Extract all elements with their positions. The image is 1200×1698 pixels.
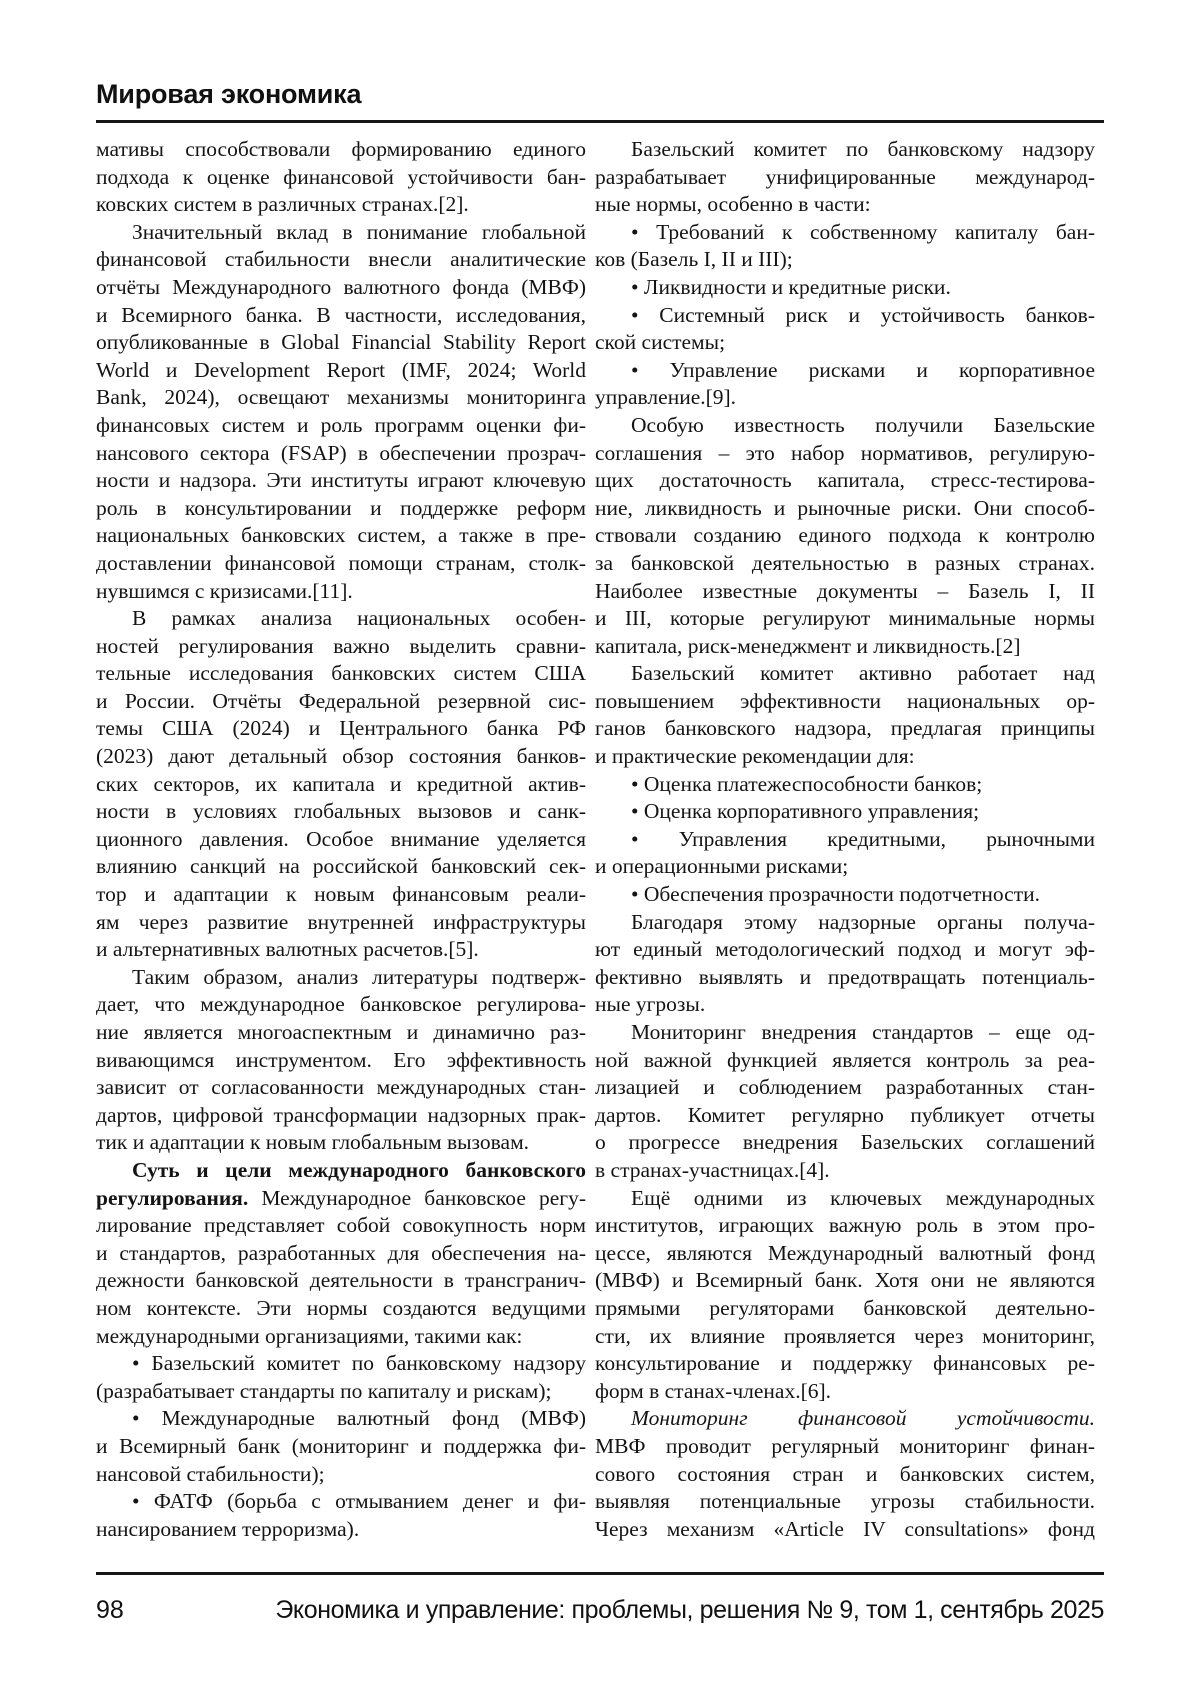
text-line: ные угрозы. (595, 992, 706, 1017)
text-line: мативы способствовали формированию единого (96, 137, 586, 161)
header-rule (96, 120, 1104, 123)
text-line: ковских систем в различных странах.[2]. (96, 192, 469, 217)
page-number: 98 (96, 1596, 124, 1624)
text-line: форм в станах-членах.[6]. (595, 1378, 832, 1403)
text-line: ганов банковского надзора, предлагая принципы (595, 716, 1095, 741)
text-line: международными организациями, такими как: (96, 1323, 523, 1348)
footer-rule (96, 1572, 1104, 1575)
page-footer (96, 1596, 1104, 1625)
text-line: ние является многоаспектным и динамично раз- (96, 1020, 586, 1044)
text-line: выявляя потенциальные угрозы стабильности. (595, 1489, 1095, 1514)
text-line: (2023) дают детальный обзор состояния банков- (96, 744, 586, 769)
text-line: ствовали созданию единого подхода к контролю (595, 523, 1095, 548)
text-line: • Базельский комитет по банковскому надзору (132, 1351, 586, 1376)
text-line: и стандартов, разработанных для обеспечения на- (96, 1240, 586, 1265)
text-line: нансового сектора (FSAP) в обеспечении прозрач- (96, 440, 586, 465)
text-line: • ФАТФ (борьба с отмыванием денег и фи- (132, 1489, 586, 1514)
text-line: ности в условиях глобальных вызовов и санк- (96, 799, 586, 824)
text-line: Bank, 2024), освещают механизмы мониторинга (96, 385, 586, 410)
text-line: доставлении финансовой помощи странам, столк- (96, 550, 586, 575)
text-line: влиянию санкций на российской банковский сек- (96, 854, 586, 879)
text-line: капитала, риск-менеджмент и ликвидность.[2] (595, 633, 1021, 658)
text-line: тельные исследования банковских систем США (96, 661, 586, 686)
text-line: лизацией и соблюдением разработанных стан- (595, 1075, 1095, 1100)
text-line: (МВФ) и Всемирный банк. Хотя они не являются (595, 1268, 1095, 1293)
text-line: ков (Базель I, II и III); (595, 247, 793, 272)
text-line: зависит от согласованности международных стан- (96, 1075, 586, 1100)
text-line: Суть и цели международного банковского (132, 1157, 586, 1182)
text-line: институтов, играющих важную роль в этом про- (595, 1213, 1095, 1238)
text-line: и Всемирного банка. В частности, исследования, (96, 302, 586, 327)
text-line: Наиболее известные документы – Базель I, II (595, 578, 1095, 603)
text-line: Особую известность получили Базельские (631, 412, 1095, 437)
text-line: прямыми регуляторами банковской деятельно- (595, 1295, 1095, 1320)
text-line: • Системный риск и устойчивость банков- (631, 302, 1095, 327)
text-line: Через механизм «Article IV consultations» фонд (595, 1516, 1095, 1541)
text-line: регулирования. Международное банковское регу- (96, 1185, 586, 1210)
text-line: национальных банковских систем, а также в пре- (96, 523, 586, 548)
text-line: ной важной функцией является контроль за реа- (595, 1047, 1095, 1072)
text-line: опубликованные в Global Financial Stability Report (96, 330, 586, 355)
text-line: МВФ проводит регулярный мониторинг финан- (595, 1433, 1095, 1458)
text-line: дартов, цифровой трансформации надзорных прак- (96, 1102, 586, 1127)
text-line: и России. Отчёты Федеральной резервной сис- (96, 688, 586, 713)
right-column (595, 136, 1095, 1543)
text-line: В рамках анализа национальных особен- (132, 606, 586, 631)
text-line: дежности банковской деятельности в трансгранич- (96, 1268, 586, 1293)
text-line: Таким образом, анализ литературы подтверж- (132, 964, 586, 989)
text-line: (разрабатывает стандарты по капиталу и рискам); (96, 1378, 552, 1403)
text-line: • Управление рисками и корпоративное (631, 357, 1095, 382)
text-line: соглашения – это набор нормативов, регулирую- (595, 440, 1095, 465)
text-line: отчёты Международного валютного фонда (МВФ) (96, 274, 586, 299)
text-line: • Оценка корпоративного управления; (631, 799, 980, 824)
text-line: разрабатывает унифицированные международ- (595, 164, 1095, 189)
text-line: • Ликвидности и кредитные риски. (631, 274, 951, 299)
text-line: в странах-участницах.[4]. (595, 1157, 830, 1182)
text-line: тик и адаптации к новым глобальным вызовам. (96, 1130, 530, 1155)
text-line: щих достаточность капитала, стресс-тестирова- (595, 468, 1095, 493)
text-line: ям через развитие внутренней инфраструктуры (96, 909, 586, 934)
text-line: вивающимся инструментом. Его эффективность (96, 1047, 586, 1072)
text-line: Мониторинг финансовой устойчивости. (631, 1406, 1095, 1431)
text-line: сового состояния стран и банковских систем, (595, 1461, 1095, 1486)
text-line: нувшимся с кризисами.[11]. (96, 578, 353, 603)
section-title: Мировая экономика (96, 79, 362, 109)
run-in-heading: регулирования. (96, 1185, 249, 1210)
text-line: • Управления кредитными, рыночными (631, 826, 1095, 851)
text-line: и III, которые регулируют минимальные нормы (595, 606, 1095, 631)
text-line: Ещё одними из ключевых международных (631, 1185, 1095, 1210)
text-line: финансовой стабильности внесли аналитические (96, 247, 586, 272)
text-line: Базельский комитет активно работает над (631, 661, 1095, 686)
text-line: World и Development Report (IMF, 2024; World (96, 357, 586, 382)
text-line: цессе, являются Международный валютный фонд (595, 1240, 1095, 1265)
text-line: ние, ликвидность и рыночные риски. Они способ- (595, 495, 1095, 520)
text-line: роль в консультировании и поддержке реформ (96, 495, 586, 520)
text-line: ности и надзора. Эти институты играют ключевую (96, 468, 586, 493)
text-line: тор и адаптации к новым финансовым реали- (96, 882, 586, 907)
text-line: ном контексте. Эти нормы создаются ведущими (96, 1295, 586, 1320)
text-line: повышением эффективности национальных ор- (595, 688, 1095, 713)
text-line: и альтернативных валютных расчетов.[5]. (96, 937, 479, 962)
text-line: • Обеспечения прозрачности подотчетности. (631, 882, 1041, 907)
text-line: ской системы; (595, 330, 726, 355)
text-line: подхода к оценке финансовой устойчивости бан- (96, 164, 586, 189)
text-line: фективно выявлять и предотвращать потенциаль- (595, 964, 1095, 989)
text-line: консультирование и поддержку финансовых ре- (595, 1351, 1095, 1376)
left-column (96, 136, 586, 1543)
text-line: Значительный вклад в понимание глобальной (132, 219, 586, 244)
text-line: • Требований к собственному капиталу бан- (631, 219, 1095, 244)
text-line: и операционными рисками; (595, 854, 849, 879)
journal-title: Экономика и управление: проблемы, решения № 9, том 1, сентябрь 2025 (275, 1596, 1104, 1624)
text-line: нансированием терроризма). (96, 1516, 360, 1541)
text-line: управление.[9]. (595, 385, 737, 410)
text-line: ные нормы, особенно в части: (595, 192, 871, 217)
text-line: дает, что международное банковское регулирова- (96, 992, 586, 1017)
text-line: лирование представляет собой совокупность норм (96, 1213, 586, 1238)
text-line: темы США (2024) и Центрального банка РФ (96, 716, 586, 741)
text-line: • Международные валютный фонд (МВФ) (132, 1406, 586, 1431)
text-line: ционного давления. Особое внимание уделяется (96, 826, 586, 851)
text-line: Базельский комитет по банковскому надзору (631, 137, 1095, 161)
text-line: ностей регулирования важно выделить сравни- (96, 633, 586, 658)
text-line: Благодаря этому надзорные органы получа- (631, 909, 1095, 934)
text-line: о прогрессе внедрения Базельских соглашений (595, 1130, 1095, 1155)
text-line: финансовых систем и роль программ оценки фи- (96, 412, 586, 437)
text-line: ских секторов, их капитала и кредитной актив- (96, 771, 586, 796)
text-line: Мониторинг внедрения стандартов – еще од- (631, 1020, 1095, 1044)
text-line: и практические рекомендации для: (595, 744, 915, 769)
text-line: ют единый методологический подход и могут эф- (595, 937, 1095, 962)
article-body (96, 136, 1095, 1543)
text-line: нансовой стабильности); (96, 1461, 325, 1486)
text-line: и Всемирный банк (мониторинг и поддержка фи- (96, 1433, 586, 1458)
text-line: за банковской деятельностью в разных странах. (595, 550, 1095, 575)
text-line: сти, их влияние проявляется через мониторинг, (595, 1323, 1095, 1348)
text-line: дартов. Комитет регулярно публикует отчеты (595, 1102, 1095, 1127)
text-line: • Оценка платежеспособности банков; (631, 771, 983, 796)
